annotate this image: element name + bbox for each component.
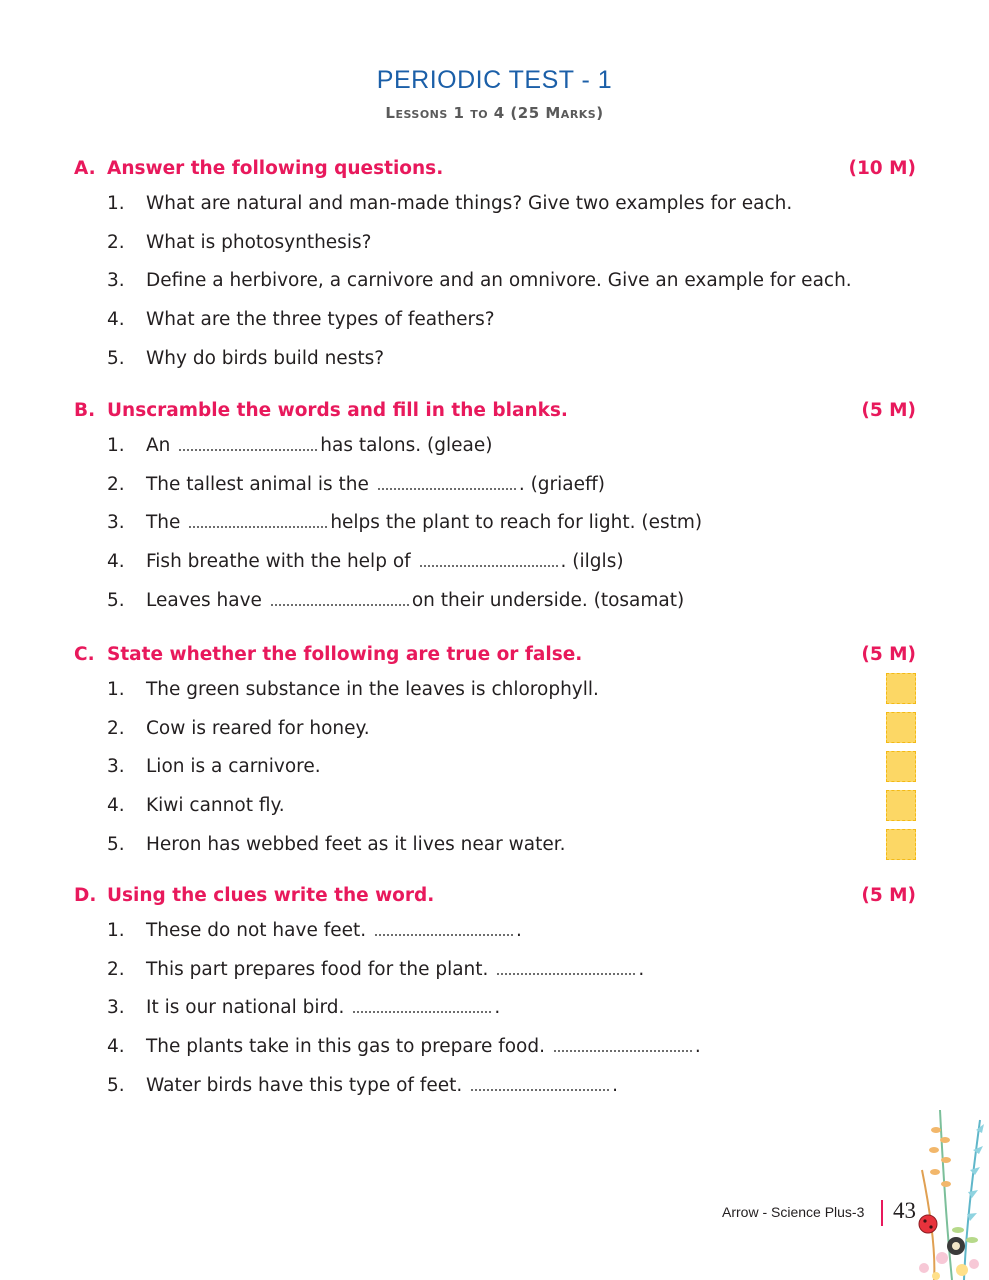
- section-d: [74, 885, 916, 1105]
- question-text: helps the plant to reach for light. (estm): [330, 512, 703, 534]
- answer-blank[interactable]: [179, 446, 317, 451]
- question-text: What are the three types of feathers?: [146, 309, 495, 331]
- section-title: Answer the following questions.: [107, 158, 444, 179]
- section-marks: (5 M): [861, 885, 916, 906]
- question-number: 3.: [107, 270, 125, 292]
- question-text: What are natural and man-made things? Give two examples for each.: [146, 192, 793, 214]
- section-c: [74, 644, 916, 864]
- question-number: 5.: [107, 348, 125, 370]
- question-number: 1.: [107, 919, 125, 941]
- question-item: [74, 748, 916, 787]
- question-number: 5.: [107, 834, 125, 856]
- question-number: 3.: [107, 756, 125, 778]
- question-item: [74, 950, 916, 989]
- question-text: Water birds have this type of feet.: [146, 1075, 463, 1097]
- answer-blank[interactable]: [189, 523, 327, 528]
- section-marks: (5 M): [861, 644, 916, 665]
- section-heading: [74, 158, 916, 184]
- question-number: 4.: [107, 1036, 125, 1058]
- answer-blank[interactable]: [353, 1008, 491, 1013]
- question-item: [74, 426, 916, 465]
- question-number: 4.: [107, 551, 125, 573]
- answer-blank[interactable]: [378, 485, 516, 490]
- answer-box[interactable]: [886, 712, 916, 743]
- question-text: Define a herbivore, a carnivore and an omnivore. Give an example for each.: [146, 270, 852, 292]
- question-number: 3.: [107, 512, 125, 534]
- question-item: [74, 465, 916, 504]
- question-item: [74, 184, 916, 223]
- question-item: [74, 670, 916, 709]
- answer-blank[interactable]: [271, 601, 409, 606]
- question-text: The green substance in the leaves is chlorophyll.: [146, 678, 599, 700]
- answer-box[interactable]: [886, 829, 916, 860]
- question-text: These do not have feet.: [146, 919, 367, 941]
- footer-divider: [881, 1200, 883, 1226]
- book-title: Arrow - Science Plus-3: [722, 1204, 865, 1220]
- question-item: [74, 581, 916, 620]
- section-heading: [74, 400, 916, 426]
- question-text: Heron has webbed feet as it lives near water.: [146, 834, 566, 856]
- question-item: [74, 504, 916, 543]
- page-number: 43: [893, 1198, 916, 1223]
- section-letter: C.: [74, 644, 95, 665]
- question-text: It is our national bird.: [146, 997, 345, 1019]
- question-item: [74, 542, 916, 581]
- section-marks: (5 M): [861, 400, 916, 421]
- question-number: 3.: [107, 997, 125, 1019]
- answer-blank[interactable]: [554, 1047, 692, 1052]
- question-number: 4.: [107, 309, 125, 331]
- answer-box[interactable]: [886, 790, 916, 821]
- question-item: [74, 223, 916, 262]
- question-number: 5.: [107, 590, 125, 612]
- section-marks: (10 M): [848, 158, 916, 179]
- question-text: has talons. (gleae): [320, 434, 493, 456]
- question-text: on their underside. (tosamat): [411, 590, 685, 612]
- question-text: Lion is a carnivore.: [146, 756, 321, 778]
- question-number: 1.: [107, 192, 125, 214]
- section-title: Unscramble the words and fill in the blanks.: [107, 400, 568, 421]
- question-text: The plants take in this gas to prepare food.: [146, 1036, 545, 1058]
- section-heading: [74, 644, 916, 670]
- question-item: [74, 989, 916, 1028]
- question-text: An: [146, 434, 171, 456]
- question-text: This part prepares food for the plant.: [146, 958, 489, 980]
- question-text: .: [494, 997, 501, 1019]
- question-text: .: [516, 919, 522, 941]
- question-text: .: [694, 1036, 701, 1058]
- question-text: Cow is reared for honey.: [146, 717, 370, 739]
- question-item: [74, 786, 916, 825]
- section-letter: A.: [74, 158, 96, 179]
- question-item: [74, 911, 916, 950]
- question-text: What is photosynthesis?: [146, 231, 372, 253]
- question-text: The: [146, 512, 181, 534]
- question-number: 2.: [107, 958, 125, 980]
- question-text: The tallest animal is the: [146, 473, 369, 495]
- question-number: 4.: [107, 795, 125, 817]
- question-item: [74, 709, 916, 748]
- question-number: 2.: [107, 473, 125, 495]
- question-number: 2.: [107, 717, 125, 739]
- question-item: [74, 1027, 916, 1066]
- section-heading: [74, 885, 916, 911]
- question-number: 1.: [107, 434, 125, 456]
- question-text: .: [638, 958, 645, 980]
- question-item: [74, 825, 916, 864]
- answer-box[interactable]: [886, 673, 916, 704]
- question-text: Fish breathe with the help of: [146, 551, 411, 573]
- section-b: [74, 400, 916, 620]
- answer-blank[interactable]: [471, 1086, 609, 1091]
- question-text: Kiwi cannot fly.: [146, 795, 285, 817]
- question-item: [74, 339, 916, 378]
- question-text: Leaves have: [146, 590, 262, 612]
- plant-decoration-icon: [914, 1100, 989, 1280]
- question-item: [74, 1066, 916, 1105]
- page-subtitle: Lessons 1 to 4 (25 Marks): [385, 104, 604, 122]
- section-title: Using the clues write the word.: [107, 885, 435, 906]
- section-title: State whether the following are true or false.: [107, 644, 583, 665]
- question-text: Why do birds build nests?: [146, 348, 385, 370]
- page-title: PERIODIC TEST - 1: [376, 66, 613, 94]
- answer-blank[interactable]: [375, 931, 513, 936]
- question-text: .: [612, 1075, 619, 1097]
- answer-blank[interactable]: [420, 562, 558, 567]
- question-item: [74, 300, 916, 339]
- question-text: . (griaeff): [518, 473, 605, 495]
- question-text: . (ilgls): [560, 551, 624, 573]
- question-number: 2.: [107, 231, 125, 253]
- section-letter: D.: [74, 885, 97, 906]
- question-number: 5.: [107, 1075, 125, 1097]
- answer-box[interactable]: [886, 751, 916, 782]
- answer-blank[interactable]: [497, 970, 635, 975]
- section-a: [74, 158, 916, 378]
- question-item: [74, 262, 916, 301]
- question-number: 1.: [107, 678, 125, 700]
- section-letter: B.: [74, 400, 96, 421]
